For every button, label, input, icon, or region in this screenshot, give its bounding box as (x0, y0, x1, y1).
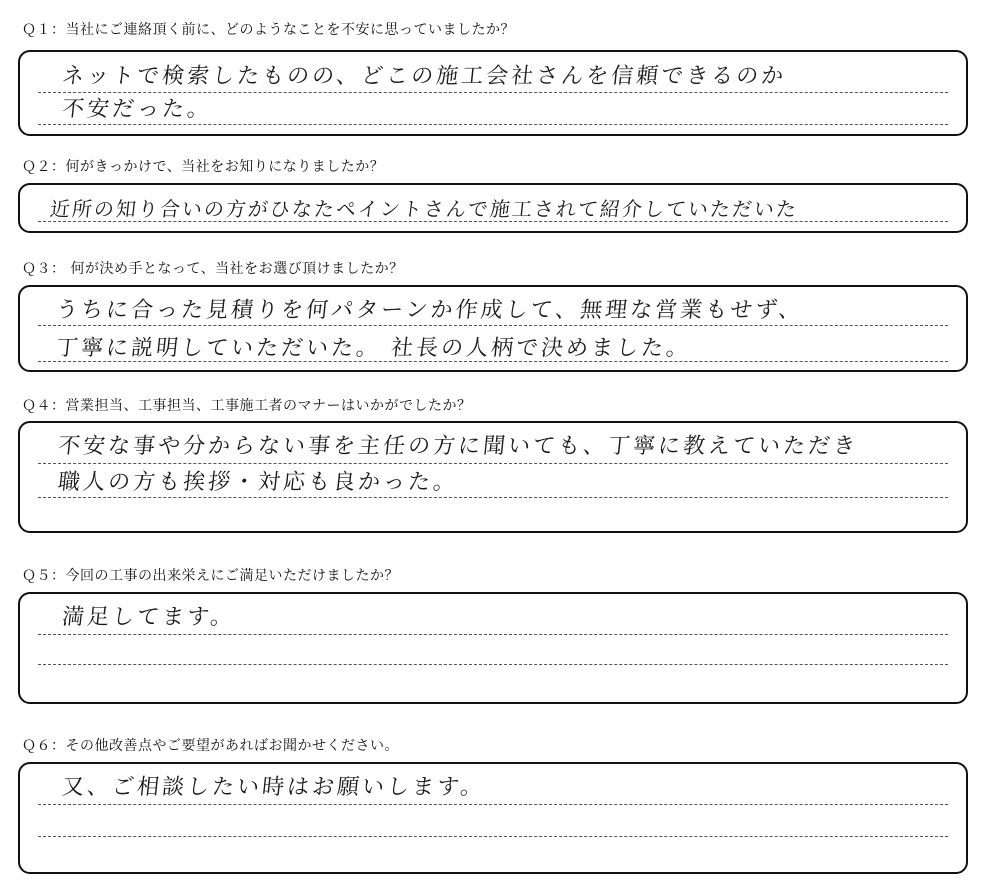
answer-3-line-2: 丁寧に説明していただいた。 社長の人柄で決めました。 (54, 336, 693, 361)
answer-1-line-2: 不安だった。 (60, 97, 214, 122)
answer-6-ruled-line-1 (38, 804, 948, 805)
answer-5-ruled-line-2 (38, 664, 948, 665)
answer-4-line-2: 職人の方も挨拶・対応も良かった。 (56, 470, 460, 495)
question-5-label: Ｑ５：今回の工事の出来栄えにご満足いただけましたか？ (22, 568, 399, 584)
answer-1-ruled-line-1 (38, 92, 948, 93)
answer-4-line-1: 不安な事や分からない事を主任の方に聞いても、丁寧に教えていただき (56, 434, 860, 459)
answer-1-line-1: ネットで検索したものの、どこの施工会社さんを信頼できるのか (60, 64, 788, 89)
answer-3-line-1: うちに合った見積りを何パターンか作成して、無理な営業もせず、 (54, 298, 805, 323)
answer-2-line-1: 近所の知り合いの方がひなたペイントさんで施工されて紹介していただいた (48, 197, 800, 221)
answer-5-ruled-line-1 (38, 634, 948, 635)
question-6-label: Ｑ６：その他改善点やご要望があればお聞かせください。 (22, 738, 399, 754)
answer-3-ruled-line-1 (38, 325, 948, 326)
question-3-label: Ｑ３： 何が決め手となって、当社をお選び頂けましたか？ (22, 261, 404, 277)
question-1-label: Ｑ１：当社にご連絡頂く前に、どのようなことを不安に思っていましたか？ (22, 22, 515, 38)
answer-4-ruled-line-1 (38, 463, 948, 464)
question-2-label: Ｑ２：何がきっかけで、当社をお知りになりましたか？ (22, 159, 385, 175)
answer-6-line-1: 又、ご相談したい時はお願いします。 (60, 775, 487, 800)
question-4-label: Ｑ４：営業担当、工事担当、工事施工者のマナーはいかがでしたか？ (22, 398, 472, 414)
answer-5-line-1: 満足してます。 (60, 605, 237, 630)
answer-1-box (18, 50, 968, 136)
answer-4-ruled-line-2 (38, 497, 948, 498)
answer-6-ruled-line-2 (38, 836, 948, 837)
answer-1-ruled-line-2 (38, 124, 948, 125)
